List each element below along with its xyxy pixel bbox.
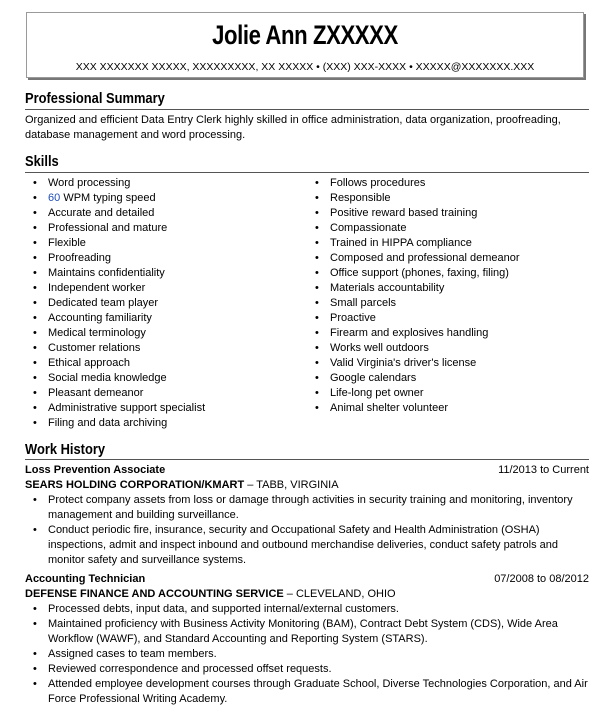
skill-label: Valid Virginia's driver's license	[330, 357, 477, 369]
skill-item	[33, 386, 205, 401]
skill-item	[33, 326, 205, 341]
employer-location: – TABB, VIRGINIA	[244, 479, 339, 491]
skill-label: Maintains confidentiality	[48, 267, 165, 279]
skill-item	[33, 341, 205, 356]
skill-item	[315, 356, 520, 371]
skill-item	[33, 281, 205, 296]
job-employer	[25, 587, 589, 602]
skill-item	[33, 206, 205, 221]
job-bullet: • Processed debts, input data, and supported internal/external customers.	[25, 602, 589, 617]
job-dates: 11/2013 to Current	[498, 464, 589, 476]
skill-label: Works well outdoors	[330, 342, 429, 354]
skill-item	[315, 281, 520, 296]
skill-label: Professional and mature	[48, 222, 168, 234]
skill-item	[33, 266, 205, 281]
skill-label: Accurate and detailed	[48, 207, 155, 219]
skill-item	[33, 191, 205, 206]
job-bullet: • Attended employee development courses through Graduate School, Diverse Technologies Corporation, and Air Force Professional Writing Academy.	[25, 677, 589, 707]
skills-left-column	[33, 176, 205, 431]
skill-label: Ethical approach	[48, 357, 130, 369]
skill-label: Customer relations	[48, 342, 141, 354]
job-title: Loss Prevention Associate	[25, 464, 166, 476]
skill-item	[315, 296, 520, 311]
skill-label: Filing and data archiving	[48, 417, 168, 429]
skill-item	[33, 371, 205, 386]
skill-label: Materials accountability	[330, 282, 445, 294]
skill-label: Responsible	[330, 192, 391, 204]
skill-item	[33, 401, 205, 416]
summary-text: Organized and efficient Data Entry Clerk highly skilled in office administration, data organization, proofreading, database management and word processing.	[25, 114, 561, 141]
skill-item	[315, 206, 520, 221]
skill-label: Google calendars	[330, 372, 417, 384]
job-bullet: • Maintained proficiency with Business Activity Monitoring (BAM), Contract Debt System (CDS), Wide Area Workflow (WAWF), and Standard Accounting and Reporting System (STARS).	[25, 617, 589, 647]
skill-label: Composed and professional demeanor	[330, 252, 520, 264]
skill-item	[33, 356, 205, 371]
candidate-name: Jolie Ann ZXXXXX	[212, 20, 398, 50]
summary-heading: Professional Summary	[25, 90, 165, 107]
skill-label: Flexible	[48, 237, 86, 249]
skill-item	[33, 251, 205, 266]
skill-item	[315, 371, 520, 386]
work-divider	[25, 459, 589, 460]
skill-label: Medical terminology	[48, 327, 146, 339]
skill-item	[33, 296, 205, 311]
skill-label: Administrative support specialist	[48, 402, 206, 414]
employer-name: DEFENSE FINANCE AND ACCOUNTING SERVICE	[25, 588, 284, 600]
skill-label: Proactive	[330, 312, 376, 324]
skill-item	[33, 176, 205, 191]
job-title: Accounting Technician	[25, 573, 146, 585]
job-entry	[25, 572, 589, 707]
skill-label: Office support (phones, faxing, filing)	[330, 267, 509, 279]
skill-item	[315, 386, 520, 401]
skill-label: Social media knowledge	[48, 372, 167, 384]
employer-location: – CLEVELAND, OHIO	[283, 588, 396, 600]
job-bullet: • Protect company assets from loss or damage through activities in security training and monitoring, inventory management and building surveillance.	[25, 493, 589, 523]
job-bullet: • Conduct periodic fire, insurance, security and Occupational Safety and Health Administration (OSHA) inspections, admit and inspect inbound and outbound merchandise deliveries, conduct safety patrols and monitor safety and surveillance systems.	[25, 523, 589, 568]
skill-item	[315, 221, 520, 236]
skill-item	[315, 326, 520, 341]
job-entry	[25, 463, 589, 568]
skill-label: Animal shelter volunteer	[330, 402, 449, 414]
skill-label: Word processing	[48, 177, 131, 189]
skill-label: Positive reward based training	[330, 207, 478, 219]
skill-label: Proofreading	[48, 252, 111, 264]
skill-item	[315, 236, 520, 251]
skill-label: Compassionate	[330, 222, 407, 234]
skill-item	[315, 311, 520, 326]
skill-item	[315, 191, 520, 206]
skill-label: Firearm and explosives handling	[330, 327, 489, 339]
skills-right-column	[315, 176, 520, 416]
skill-item	[315, 341, 520, 356]
skill-label: Life-long pet owner	[330, 387, 424, 399]
contact-info: XXX XXXXXXX XXXXX, XXXXXXXXX, XX XXXXX • (XXX) XXX-XXXX • XXXXX@XXXXXXX.XXX	[75, 61, 535, 73]
employer-name: SEARS HOLDING CORPORATION/KMART	[25, 479, 245, 491]
skill-item	[33, 311, 205, 326]
skill-label: Dedicated team player	[48, 297, 159, 309]
job-bullet: • Reviewed correspondence and processed offset requests.	[25, 662, 589, 677]
skill-item	[33, 236, 205, 251]
summary-divider	[25, 109, 589, 110]
skill-label: Pleasant demeanor	[48, 387, 144, 399]
skill-item	[33, 416, 205, 431]
work-heading: Work History	[25, 441, 106, 458]
skill-label: Independent worker	[48, 282, 146, 294]
wpm-number: 60	[48, 192, 61, 204]
skill-label: WPM typing speed	[63, 192, 156, 204]
skill-item	[315, 251, 520, 266]
skill-label: Trained in HIPPA compliance	[330, 237, 472, 249]
job-dates: 07/2008 to 08/2012	[494, 573, 589, 585]
skill-item	[315, 266, 520, 281]
skill-label: Accounting familiarity	[48, 312, 152, 324]
skills-divider	[25, 172, 589, 173]
header-box	[26, 12, 584, 78]
skill-item	[315, 401, 520, 416]
job-employer	[25, 478, 589, 493]
skill-item	[33, 221, 205, 236]
skill-item	[315, 176, 520, 191]
skill-label: Follows procedures	[330, 177, 426, 189]
job-bullet: • Assigned cases to team members.	[25, 647, 589, 662]
skill-label: Small parcels	[330, 297, 397, 309]
skills-heading: Skills	[25, 153, 59, 170]
